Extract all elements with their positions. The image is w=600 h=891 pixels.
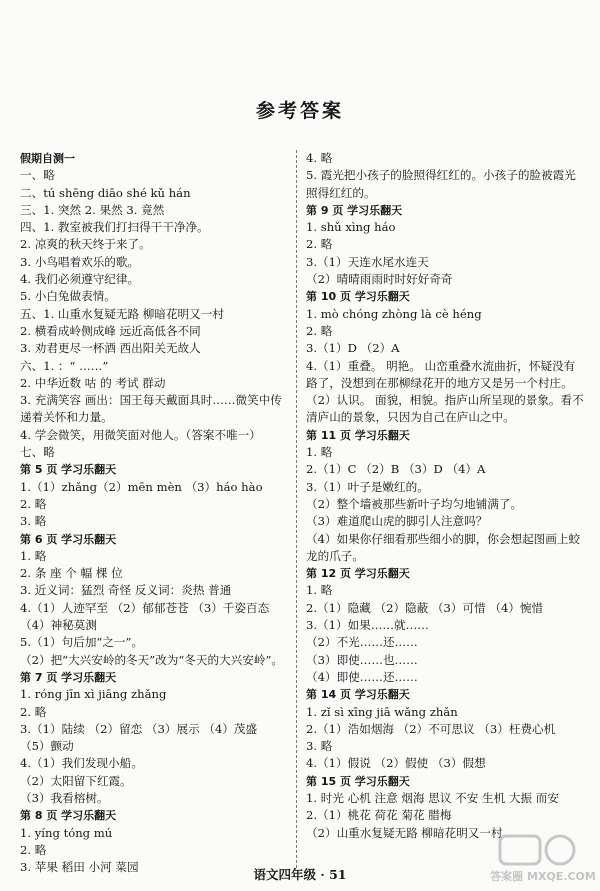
right-answer-line: 1. 略	[306, 583, 333, 598]
right-answer-line: 4.（1）重叠。 明艳。 山峦重叠水流曲折，怀疑没有路了，没想到在那柳绿花开的地方又是另一个村庄。	[306, 358, 576, 390]
right-answer-line: 1. 时光 心机 注意 烟海 思议 不安 生机 大振 而安	[306, 790, 559, 805]
right-answer-line: （4）如果你仔细看那些细小的脚，你会想起图画上蛟龙的爪子。	[306, 531, 581, 563]
left-answer-line: 5. 小白兔做表情。	[20, 289, 116, 304]
left-section-heading: 第 6 页 学习乐翻天	[20, 532, 117, 546]
right-answer-line: 3.（1）如果……就……	[306, 618, 429, 633]
left-answer-line: （5）颤动	[20, 739, 74, 754]
left-answer-line: （2）太阳留下红霞。	[20, 773, 132, 788]
right-answer-line: 2.（1）C （2）B （3）D （4）A	[306, 462, 486, 477]
left-answer-line: 3. 充满笑容 画出：国王每天戴面具时……微笑中传递着关怀和力量。	[20, 393, 282, 425]
right-section-heading: 第 11 页 学习乐翻天	[306, 428, 410, 442]
left-answer-line: 二、tú shēng diāo shé kǔ hán	[20, 185, 191, 200]
left-answer-line: 3. 近义词：猛烈 奇怪 反义词：炎热 普通	[20, 583, 232, 598]
left-section-heading: 第 5 页 学习乐翻天	[20, 463, 117, 477]
watermark-text: 答案圈 MXQE.COM	[490, 870, 596, 883]
column-divider	[296, 150, 297, 868]
left-answer-line: 三、1. 突然 2. 果然 3. 竟然	[20, 202, 165, 217]
right-answer-line: 2.（1）桃花 荷花 菊花 腊梅	[306, 808, 452, 823]
left-answer-line: 2. 略	[20, 704, 47, 719]
left-answer-line: 2. 中华近数 咕 的 考试 群动	[20, 375, 166, 390]
right-answer-line: 1. shǔ xìng háo	[306, 220, 396, 235]
left-answer-line: 六、1. ：“ ……”	[20, 358, 109, 373]
right-answer-line: （2）不光……还……	[306, 635, 418, 650]
left-answer-line: 1. 略	[20, 548, 47, 563]
page-footer: 语文四年级 · 51	[253, 867, 347, 882]
watermark-logo	[490, 832, 596, 884]
left-answer-line: 4.（1）人迹罕至 （2）郁郁苍苍 （3）千姿百态	[20, 600, 270, 615]
left-answer-line: 2. 略	[20, 842, 47, 857]
left-answer-line: （2）把“大兴安岭的冬天”改为“冬天的大兴安岭”。	[20, 652, 283, 667]
left-answer-line: 五、1. 山重水复疑无路 柳暗花明又一村	[20, 306, 224, 321]
left-answer-line: （3）我看榕树。	[20, 790, 109, 805]
left-answer-line: 3. 小鸟唱着欢乐的歌。	[20, 254, 140, 269]
right-section-heading: 第 15 页 学习乐翻天	[306, 774, 410, 788]
left-answer-line: 七、略	[20, 445, 55, 460]
right-answer-line: 3.（1）D （2）A	[306, 341, 400, 356]
left-answer-line: 1. róng jīn xì jiāng zhǎng	[20, 687, 167, 702]
left-answer-line: 3.（1）陆续 （2）留恋 （3）展示 （4）茂盛	[20, 721, 258, 736]
right-answer-line: 2. 略	[306, 237, 333, 252]
left-answer-line: 4. 学会微笑，用微笑面对他人。（答案不唯一）	[20, 427, 261, 442]
right-section-heading: 第 12 页 学习乐翻天	[306, 567, 410, 581]
right-answer-line: 1. 略	[306, 445, 333, 460]
right-section-heading: 第 9 页 学习乐翻天	[306, 203, 403, 217]
right-answer-line: 1. mò chóng zhòng là cè héng	[306, 306, 482, 321]
left-answer-line: 5.（1）句后加“之一”。	[20, 635, 144, 650]
right-answer-line: （3）即使……也……	[306, 652, 418, 667]
right-answer-line: （2）整个墙被那些新叶子均匀地铺满了。	[306, 496, 523, 511]
right-answer-line: 2. 略	[306, 323, 333, 338]
right-section-heading: 第 10 页 学习乐翻天	[306, 290, 410, 304]
left-answer-line: 2. 凉爽的秋天终于来了。	[20, 237, 151, 252]
left-answer-line: 3. 劝君更尽一杯酒 西出阳关无故人	[20, 341, 201, 356]
left-answer-line: 3. 苹果 稻田 小河 菜园	[20, 860, 139, 875]
right-answer-line: （2）山重水复疑无路 柳暗花明又一村	[306, 825, 503, 840]
right-answer-line: 3. 略	[306, 739, 333, 754]
right-answer-line: 2.（1）浩如烟海 （2）不可思议 （3）枉费心机	[306, 721, 556, 736]
left-answer-column	[20, 150, 292, 876]
left-answer-line: 2. 略	[20, 496, 47, 511]
left-answer-line: 1. yíng tóng mú	[20, 825, 113, 840]
left-answer-line: 1.（1）zhǎng（2）mēn mèn （3）háo hào	[20, 479, 263, 494]
right-answer-line: （4）即使……还……	[306, 669, 418, 684]
right-answer-line: （2）晴晴雨雨时时好好奇奇	[306, 272, 453, 287]
left-answer-line: 4.（1）我们发现小船。	[20, 756, 143, 771]
left-answer-line: 一、略	[20, 168, 55, 183]
right-section-heading: 第 14 页 学习乐翻天	[306, 688, 410, 702]
right-answer-line: （2）认识。 面貌，相貌。指庐山所呈现的景象。看不清庐山的景象，只因为自己在庐山之中。	[306, 393, 584, 425]
right-answer-line: 4. 略	[306, 151, 333, 165]
left-section-heading: 第 7 页 学习乐翻天	[20, 670, 117, 684]
right-answer-line: 3.（1）叶子是嫩红的。	[306, 479, 429, 494]
left-answer-line: 2. 横看成岭侧成峰 远近高低各不同	[20, 323, 201, 338]
left-answer-line: 四、1. 教室被我们打扫得干干净净。	[20, 220, 209, 235]
left-section-heading: 假期自测一	[20, 152, 75, 165]
right-answer-line: 5. 霞光把小孩子的脸照得红红的。小孩子的脸被霞光照得红红的。	[306, 168, 576, 200]
page-title: 参考答案	[255, 100, 344, 122]
right-answer-line: （3）难道爬山虎的脚引人注意吗？	[306, 514, 488, 529]
right-answer-line: 2.（1）隐藏 （2）隐蔽 （3）可惜 （4）惋惜	[306, 600, 544, 615]
right-answer-column	[306, 150, 586, 842]
left-answer-line: （4）神秘莫测	[20, 618, 97, 633]
left-answer-line: 3. 略	[20, 514, 47, 529]
left-answer-line: 2. 条 座 个 幅 棵 位	[20, 566, 123, 581]
right-answer-line: 1. zǐ sì xīng jiā wǎng zhǎn	[306, 704, 458, 719]
left-section-heading: 第 8 页 学习乐翻天	[20, 809, 117, 823]
left-answer-line: 4. 我们必须遵守纪律。	[20, 272, 140, 287]
right-answer-line: 4.（1）假说 （2）假使 （3）假想	[306, 756, 486, 771]
right-answer-line: 3.（1）天连水尾水连天	[306, 254, 429, 269]
